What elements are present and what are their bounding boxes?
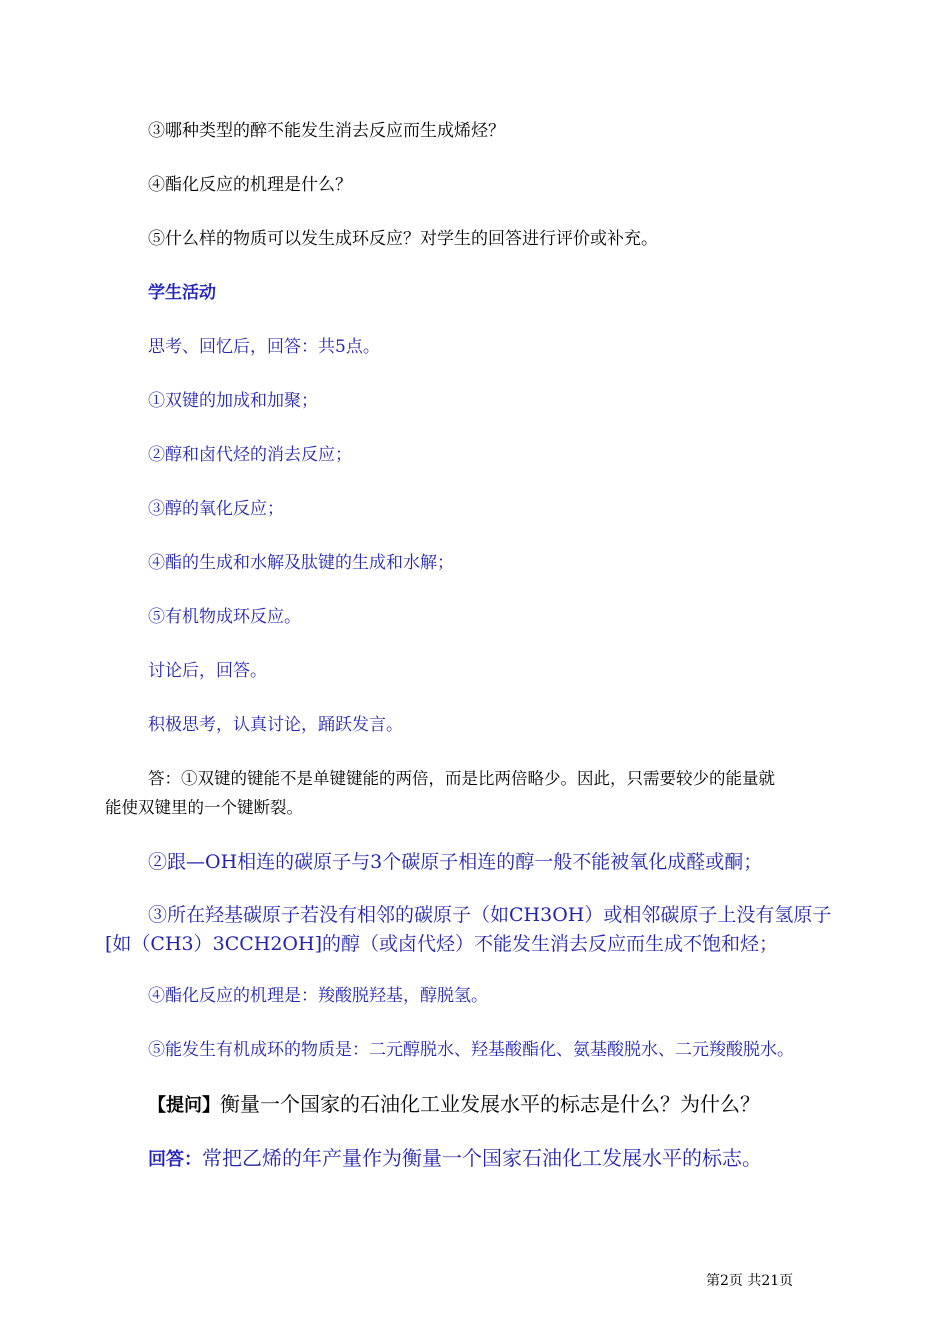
answer-1-line-2: 能使双键里的一个键断裂。 (105, 798, 303, 817)
teacher-question-3: ③哪种类型的醉不能发生消去反应而生成烯烃？ (148, 121, 505, 141)
teacher-question-5: ⑤什么样的物质可以发生成环反应？对学生的回答进行评价或补充。 (148, 229, 658, 249)
reply-line (148, 1148, 762, 1169)
answer-3-line-1: ③所在羟基碳原子若没有相邻的碳原子（如CH3OH）或相邻碳原子上没有氢原子 (148, 904, 832, 926)
student-point-4: ④酯的生成和水解及肽键的生成和水解； (148, 553, 454, 573)
student-point-1: ①双键的加成和加聚； (148, 391, 318, 411)
teacher-question-4: ④酯化反应的机理是什么？ (148, 175, 352, 195)
question-line (148, 1094, 760, 1115)
student-point-3: ③醇的氧化反应； (148, 499, 284, 519)
student-point-5: ⑤有机物成环反应。 (148, 607, 301, 627)
question-label: 【提问】 (148, 1095, 220, 1116)
question-text: 衡量一个国家的石油化工业发展水平的标志是什么？为什么？ (220, 1092, 760, 1116)
student-attitude: 积极思考，认真讨论，踊跃发言。 (148, 715, 403, 735)
page-number-footer: 第2页 共21页 (706, 1273, 794, 1289)
answer-4: ④酯化反应的机理是：羧酸脱羟基，醇脱氢。 (148, 986, 488, 1006)
student-activity-intro: 思考、回忆后，回答：共5点。 (148, 337, 380, 357)
student-point-2: ②醇和卤代烃的消去反应； (148, 445, 352, 465)
student-discussion: 讨论后，回答。 (148, 661, 267, 681)
reply-text: 常把乙烯的年产量作为衡量一个国家石油化工发展水平的标志。 (202, 1146, 762, 1170)
answer-3-line-2: [如（CH3）3CCH2OH]的醇（或卤代烃）不能发生消去反应而生成不饱和烃； (105, 933, 778, 955)
answer-5: ⑤能发生有机成环的物质是：二元醇脱水、羟基酸酯化、氨基酸脱水、二元羧酸脱水。 (148, 1040, 794, 1060)
reply-label: 回答： (148, 1149, 202, 1170)
answer-2: ②跟—OH相连的碳原子与3个碳原子相连的醇一般不能被氧化成醛或酮； (148, 851, 763, 873)
answer-1-line-1: 答：①双键的键能不是单键键能的两倍，而是比两倍略少。因此，只需要较少的能量就 (148, 769, 775, 788)
student-activity-heading: 学生活动 (148, 283, 216, 303)
